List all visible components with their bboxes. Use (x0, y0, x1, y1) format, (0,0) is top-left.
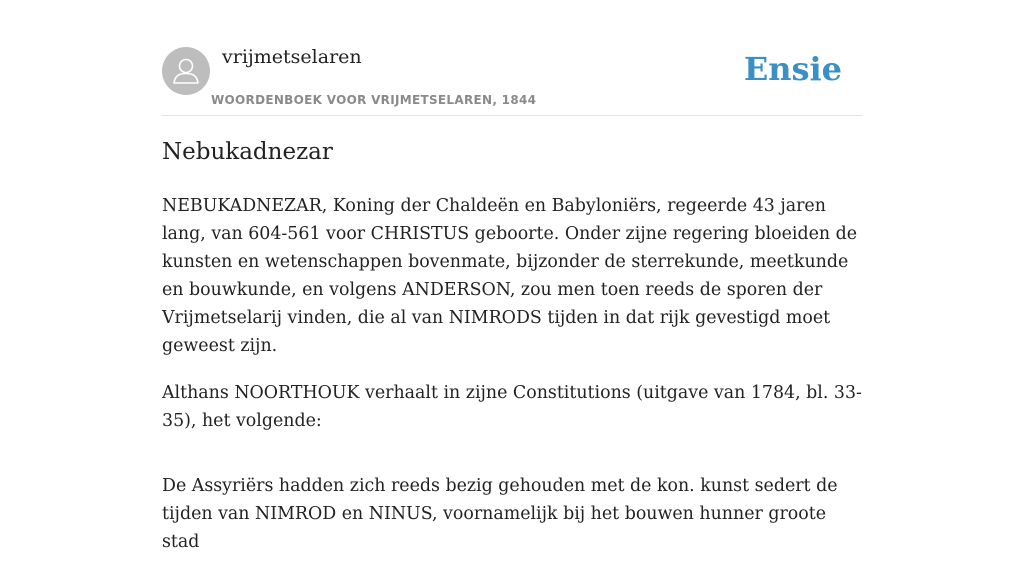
article-paragraph: NEBUKADNEZAR, Koning der Chaldeën en Babyloniërs, regeerde 43 jaren lang, van 604-561 voor CHRISTUS geboorte. Onder zijne regering bloeiden de kunsten en wetenschappen bovenmate, bijzonder de sterrekunde, meetkunde en bouwkunde, en volgens ANDERSON, zou men toen reeds de sporen der Vrijmetselarij vinden, die al van NIMRODS tijden in dat rijk gevestigd moet geweest zijn. (162, 196, 858, 356)
author-name[interactable]: vrijmetselaren (222, 46, 362, 68)
article-paragraph: De Assyriërs hadden zich reeds bezig gehouden met de kon. kunst sedert de tijden van NIMROD en NINUS, voornamelijk bij het bouwen hunner groote stad (162, 476, 838, 552)
author-avatar[interactable] (162, 47, 210, 95)
article-body (162, 192, 862, 575)
brand-logo[interactable]: Ensie (743, 50, 842, 88)
article-title: Nebukadnezar (162, 139, 333, 165)
source-label[interactable]: WOORDENBOEK VOOR VRIJMETSELAREN, 1844 (211, 93, 537, 107)
user-icon (162, 47, 210, 95)
article-paragraph: Althans NOORTHOUK verhaalt in zijne Constitutions (uitgave van 1784, bl. 33-35), het volgende: (162, 383, 862, 431)
header-divider (162, 115, 862, 116)
